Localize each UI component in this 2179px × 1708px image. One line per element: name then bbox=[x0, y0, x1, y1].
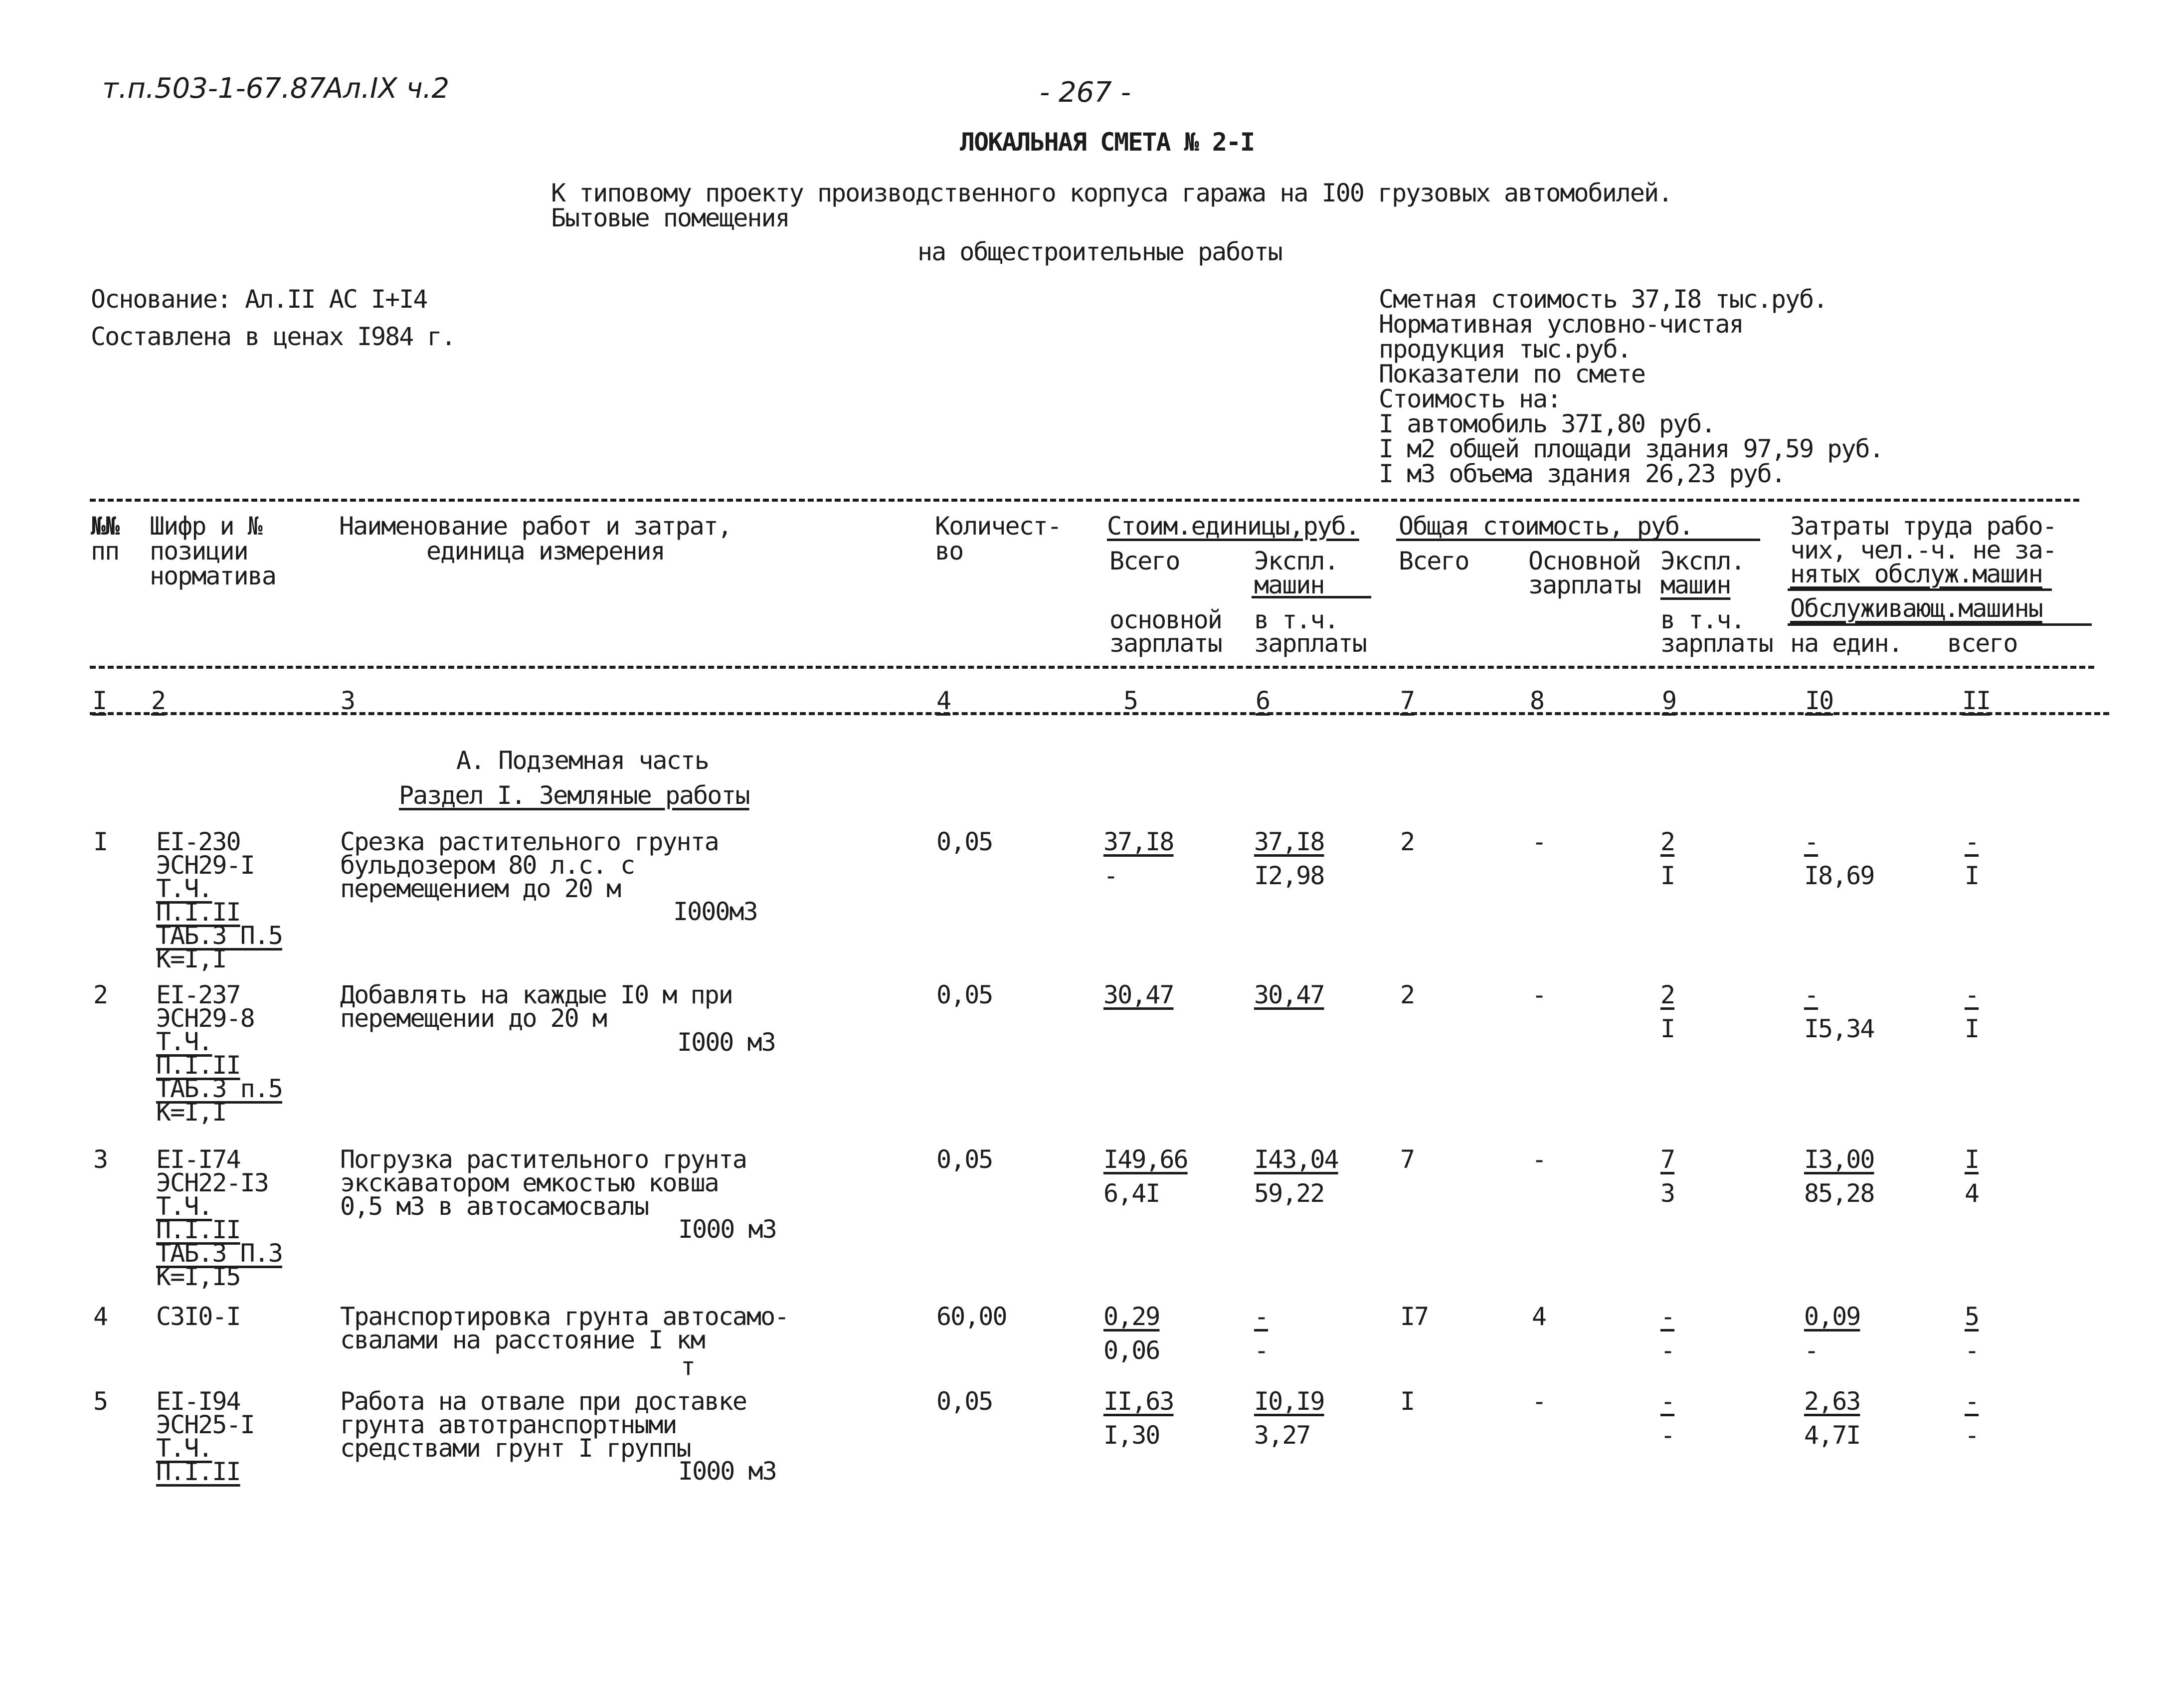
summary-line: продукция тыс.руб. bbox=[1379, 335, 1631, 364]
total-cost: I bbox=[1400, 1387, 1415, 1416]
col4-header: Количест- bbox=[935, 512, 1061, 541]
total-wage: - bbox=[1532, 980, 1546, 1009]
col4-header: во bbox=[935, 537, 963, 566]
column-number: 7 bbox=[1400, 686, 1415, 715]
position-code: ЭСН29-I bbox=[156, 851, 254, 880]
quantity: 0,05 bbox=[936, 980, 993, 1009]
position-code: Т.Ч. bbox=[156, 1027, 212, 1056]
total-machines: I bbox=[1660, 861, 1675, 890]
total-machines: 2 bbox=[1660, 980, 1675, 1009]
unit-cost-total: I,30 bbox=[1103, 1421, 1160, 1450]
document-title: ЛОКАЛЬНАЯ СМЕТА № 2-I bbox=[960, 128, 1255, 157]
col2-header: позиции bbox=[150, 537, 248, 566]
unit-cost-total: 0,29 bbox=[1103, 1302, 1160, 1331]
summary-line: I автомобиль 37I,80 руб. bbox=[1379, 409, 1715, 438]
summary-line: Нормативная условно-чистая bbox=[1379, 310, 1743, 339]
labor-total: I bbox=[1965, 1014, 1979, 1043]
total-machines: - bbox=[1660, 1336, 1675, 1365]
total-wage: - bbox=[1532, 827, 1546, 856]
labor-total: - bbox=[1965, 1387, 1979, 1416]
unit-mach-wage-header: зарплаты bbox=[1254, 629, 1366, 658]
work-description: грунта автотранспортными bbox=[340, 1410, 677, 1439]
labor-all-header: всего bbox=[1947, 629, 2017, 658]
position-code: П.I.II bbox=[156, 1457, 240, 1486]
position-code: EI-230 bbox=[156, 827, 240, 856]
position-code: П.I.II bbox=[156, 1051, 240, 1080]
position-code: ЭСН25-I bbox=[156, 1410, 254, 1439]
row-number: 3 bbox=[93, 1145, 108, 1174]
position-code: К=I,I5 bbox=[156, 1262, 240, 1291]
labor-header: нятых обслуж.машин bbox=[1790, 560, 2042, 588]
col3-header: Наименование работ и затрат, bbox=[339, 512, 731, 541]
album-reference: Ал.IX ч.2 bbox=[324, 72, 450, 105]
quantity: 0,05 bbox=[936, 1387, 993, 1416]
column-number: 5 bbox=[1123, 686, 1138, 715]
summary-line: Сметная стоимость 37,I8 тыс.руб. bbox=[1379, 285, 1827, 314]
unit-cost-machines: I43,04 bbox=[1254, 1145, 1338, 1174]
col1-header: пп bbox=[91, 537, 119, 566]
work-description: свалами на расстояние I км bbox=[340, 1326, 705, 1354]
labor-total: I bbox=[1965, 861, 1979, 890]
column-numbers-rule bbox=[90, 712, 2109, 715]
row-number: I bbox=[93, 827, 108, 856]
column-number: 2 bbox=[151, 686, 166, 715]
position-code: ЭСН22-I3 bbox=[156, 1168, 268, 1197]
labor-header: Затраты труда рабо- bbox=[1790, 512, 2056, 541]
unit-cost-total: 30,47 bbox=[1103, 980, 1174, 1009]
column-number: I bbox=[92, 686, 107, 715]
work-description: Транспортировка грунта автосамо- bbox=[340, 1302, 789, 1331]
summary-line: Показатели по смете bbox=[1379, 360, 1645, 388]
work-description: Работа на отвале при доставке bbox=[340, 1387, 746, 1416]
summary-line: Стоимость на: bbox=[1379, 384, 1561, 413]
unit-mach-header: Экспл. bbox=[1254, 547, 1338, 575]
labor-per-unit: 0,09 bbox=[1804, 1302, 1860, 1331]
position-code: ТАБ.3 п.5 bbox=[156, 1074, 282, 1103]
work-description: 0,5 м3 в автосамосвалы bbox=[340, 1192, 649, 1221]
unit-wage-header: основной bbox=[1109, 605, 1222, 634]
position-code: ТАБ.3 П.3 bbox=[156, 1239, 282, 1268]
labor-per-unit: - bbox=[1804, 1336, 1818, 1365]
labor-per-unit: 4,7I bbox=[1804, 1421, 1860, 1450]
total-cost: 7 bbox=[1400, 1145, 1415, 1174]
price-year-line: Составлена в ценах I984 г. bbox=[91, 322, 455, 351]
total-cost-header: Общая стоимость, руб. bbox=[1399, 512, 1693, 541]
quantity: 60,00 bbox=[936, 1302, 1007, 1331]
unit-of-measure: I000 м3 bbox=[678, 1215, 776, 1244]
column-number: 8 bbox=[1530, 686, 1544, 715]
work-description: Срезка растительного грунта bbox=[340, 827, 719, 856]
total-wage: - bbox=[1532, 1387, 1546, 1416]
unit-cost-machines: 37,I8 bbox=[1254, 827, 1324, 856]
total-wage-header: зарплаты bbox=[1528, 570, 1640, 599]
labor-per-unit: 2,63 bbox=[1804, 1387, 1860, 1416]
unit-cost-total: 6,4I bbox=[1103, 1179, 1160, 1208]
column-number: II bbox=[1962, 686, 1991, 715]
column-number: 6 bbox=[1256, 686, 1270, 715]
labor-per-unit: 85,28 bbox=[1804, 1179, 1874, 1208]
unit-cost-total: 0,06 bbox=[1103, 1336, 1160, 1365]
labor-total: - bbox=[1965, 980, 1979, 1009]
work-description: Погрузка растительного грунта bbox=[340, 1145, 746, 1174]
basis-line: Основание: Ал.II АС I+I4 bbox=[91, 285, 427, 314]
position-code: С3I0-I bbox=[156, 1302, 240, 1331]
total-machines: - bbox=[1660, 1302, 1675, 1331]
col2-header: норматива bbox=[150, 562, 276, 590]
column-number: I0 bbox=[1805, 686, 1833, 715]
work-description: перемещением до 20 м bbox=[340, 874, 621, 903]
total-cost: 2 bbox=[1400, 980, 1415, 1009]
position-code: К=I,I bbox=[156, 1098, 226, 1127]
labor-total: I bbox=[1965, 1145, 1979, 1174]
unit-cost-machines: - bbox=[1254, 1336, 1269, 1365]
total-mach-header: Экспл. bbox=[1660, 547, 1745, 575]
col3-header: единица измерения bbox=[426, 537, 665, 566]
unit-cost-total: 37,I8 bbox=[1103, 827, 1174, 856]
work-description: перемещении до 20 м bbox=[340, 1004, 606, 1033]
page-number: - 267 - bbox=[1040, 76, 1131, 109]
summary-line: I м2 общей площади здания 97,59 руб. bbox=[1379, 434, 1883, 463]
column-number: 3 bbox=[341, 686, 355, 715]
col2-header: Шифр и № bbox=[150, 512, 262, 541]
unit-of-measure: I000 м3 bbox=[677, 1028, 775, 1057]
row-number: 4 bbox=[93, 1302, 108, 1331]
labor-total: 5 bbox=[1965, 1302, 1979, 1331]
subtitle-works: на общестроительные работы bbox=[917, 237, 1282, 266]
section-heading: Раздел I. Земляные работы bbox=[399, 781, 749, 810]
position-code: EI-I94 bbox=[156, 1387, 240, 1416]
unit-cost-total: I49,66 bbox=[1103, 1145, 1188, 1174]
labor-per-unit: I8,69 bbox=[1804, 861, 1874, 890]
work-description: средствами грунт I группы bbox=[340, 1434, 691, 1463]
labor-per-unit: - bbox=[1804, 980, 1818, 1009]
quantity: 0,05 bbox=[936, 827, 993, 856]
position-code: ЭСН29-8 bbox=[156, 1004, 254, 1033]
unit-total-header: Всего bbox=[1109, 547, 1180, 575]
summary-line: I м3 объема здания 26,23 руб. bbox=[1379, 459, 1785, 488]
quantity: 0,05 bbox=[936, 1145, 993, 1174]
position-code: ТАБ.3 П.5 bbox=[156, 921, 282, 950]
position-code: EI-237 bbox=[156, 980, 240, 1009]
unit-cost-machines: 59,22 bbox=[1254, 1179, 1324, 1208]
total-cost: I7 bbox=[1400, 1302, 1429, 1331]
labor-unit-header: на един. bbox=[1790, 629, 1902, 658]
column-number: 4 bbox=[936, 686, 951, 715]
total-mach-wage-header: в т.ч. bbox=[1660, 605, 1745, 634]
position-code: Т.Ч. bbox=[156, 1192, 212, 1221]
total-mach-wage-header: зарплаты bbox=[1660, 629, 1773, 658]
position-code: К=I,I bbox=[156, 945, 226, 973]
labor-per-unit: I3,00 bbox=[1804, 1145, 1874, 1174]
total-machines: 3 bbox=[1660, 1179, 1675, 1208]
total-wage: 4 bbox=[1532, 1302, 1546, 1331]
labor-total: 4 bbox=[1965, 1179, 1979, 1208]
total-total-header: Всего bbox=[1399, 547, 1469, 575]
position-code: Т.Ч. bbox=[156, 1434, 212, 1463]
subtitle-rooms: Бытовые помещения bbox=[551, 203, 789, 232]
column-number: 9 bbox=[1662, 686, 1676, 715]
labor-service-header: Обслуживающ.машины bbox=[1790, 594, 2042, 623]
unit-cost-total: II,63 bbox=[1103, 1387, 1174, 1416]
col1-header: №№ bbox=[91, 512, 119, 541]
row-number: 2 bbox=[93, 980, 108, 1009]
total-cost-rule bbox=[1396, 539, 1760, 541]
unit-mach-wage-header: в т.ч. bbox=[1254, 605, 1338, 634]
total-wage: - bbox=[1532, 1145, 1546, 1174]
unit-wage-header: зарплаты bbox=[1109, 629, 1222, 658]
unit-cost-machines: 3,27 bbox=[1254, 1421, 1310, 1450]
unit-cost-header: Стоим.единицы,руб. bbox=[1107, 512, 1359, 541]
table-header-rule bbox=[90, 666, 2094, 669]
position-code: П.I.II bbox=[156, 1215, 240, 1244]
table-top-rule bbox=[90, 499, 2079, 502]
total-machines: - bbox=[1660, 1421, 1675, 1450]
labor-header: чих, чел.-ч. не за- bbox=[1790, 536, 2056, 565]
position-code: П.I.II bbox=[156, 898, 240, 927]
unit-of-measure: т bbox=[681, 1352, 695, 1381]
total-cost: 2 bbox=[1400, 827, 1415, 856]
unit-cost-total: - bbox=[1103, 861, 1118, 890]
part-heading: А. Подземная часть bbox=[456, 746, 709, 775]
unit-cost-machines: 30,47 bbox=[1254, 980, 1324, 1009]
unit-cost-machines: I2,98 bbox=[1254, 861, 1324, 890]
subtitle-project: К типовому проекту производственного корпуса гаража на I00 грузовых автомобилей. bbox=[551, 179, 1672, 207]
document-reference: т.п.503-1-67.87 bbox=[102, 72, 326, 105]
work-description: Добавлять на каждые I0 м при bbox=[340, 980, 732, 1009]
labor-rule bbox=[1788, 588, 2052, 591]
total-machines: I bbox=[1660, 1014, 1675, 1043]
labor-per-unit: - bbox=[1804, 827, 1818, 856]
total-machines: - bbox=[1660, 1387, 1675, 1416]
total-machines: 2 bbox=[1660, 827, 1675, 856]
unit-cost-machines: - bbox=[1254, 1302, 1269, 1331]
labor-total: - bbox=[1965, 1336, 1979, 1365]
total-mach-header: машин bbox=[1660, 570, 1731, 599]
labor-per-unit: I5,34 bbox=[1804, 1014, 1874, 1043]
labor-total: - bbox=[1965, 827, 1979, 856]
unit-of-measure: I000 м3 bbox=[678, 1457, 776, 1486]
unit-mach-rule bbox=[1252, 596, 1371, 598]
row-number: 5 bbox=[93, 1387, 108, 1416]
labor-service-rule bbox=[1788, 623, 2092, 626]
labor-total: - bbox=[1965, 1421, 1979, 1450]
unit-cost-machines: I0,I9 bbox=[1254, 1387, 1324, 1416]
position-code: Т.Ч. bbox=[156, 874, 212, 903]
position-code: EI-I74 bbox=[156, 1145, 240, 1174]
total-machines: 7 bbox=[1660, 1145, 1675, 1174]
unit-of-measure: I000м3 bbox=[673, 897, 757, 926]
work-description: экскаватором емкостью ковша bbox=[340, 1168, 719, 1197]
total-wage-header: Основной bbox=[1528, 547, 1640, 575]
work-description: бульдозером 80 л.с. с bbox=[340, 851, 635, 880]
unit-mach-header: машин bbox=[1254, 570, 1324, 599]
